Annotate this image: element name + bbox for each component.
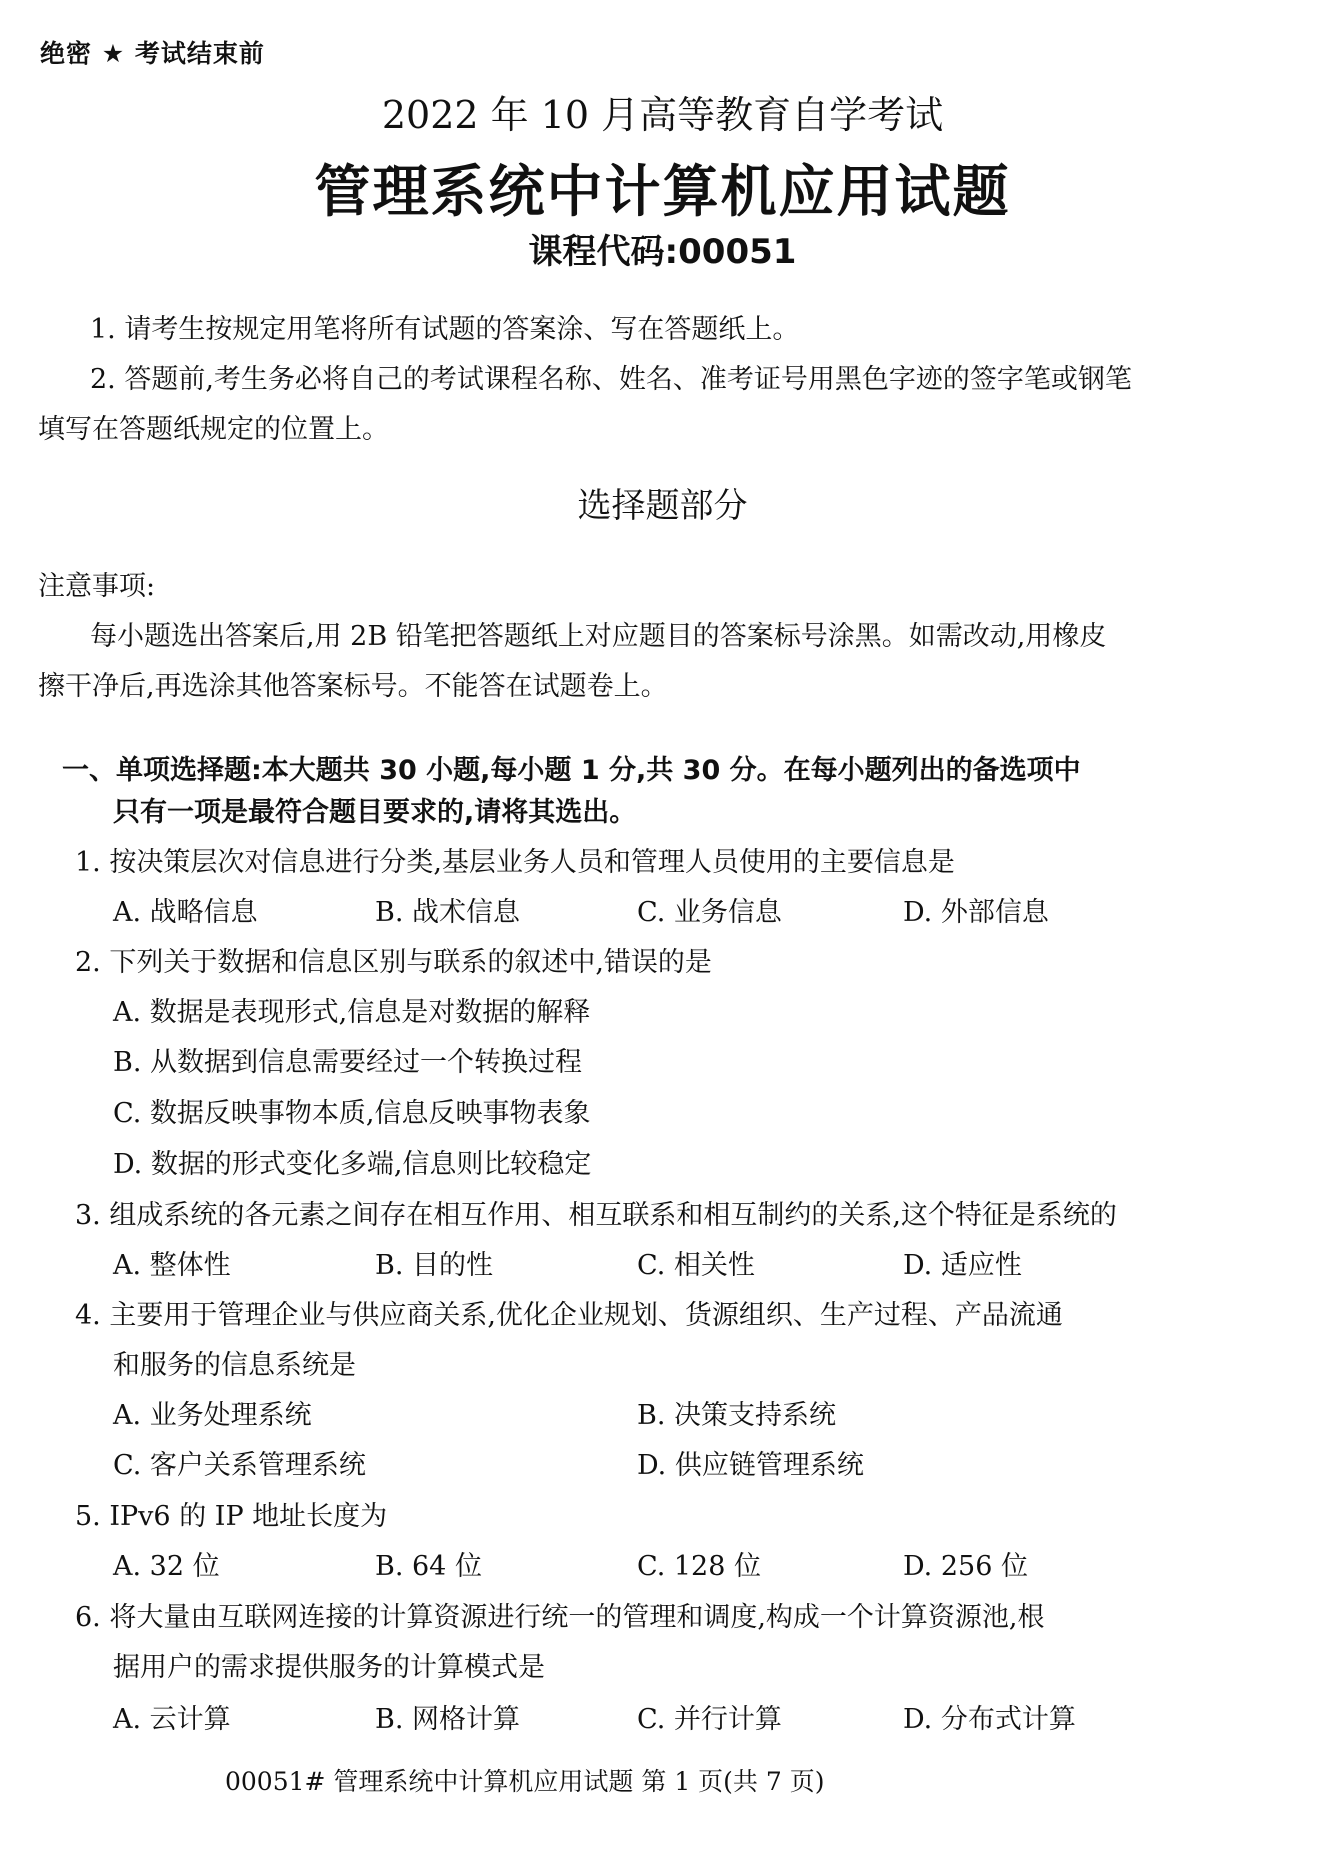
q2-option-a: A. 数据是表现形式,信息是对数据的解释: [113, 997, 591, 1028]
q1-option-d: D. 外部信息: [903, 897, 1049, 928]
part1-heading-line2: 只有一项是最符合题目要求的,请将其选出。: [113, 797, 637, 828]
q2-option-b: B. 从数据到信息需要经过一个转换过程: [113, 1047, 583, 1078]
q1-option-a: A. 战略信息: [113, 897, 258, 928]
question-5-stem: 5. IPv6 的 IP 地址长度为: [75, 1501, 388, 1532]
q6-option-c: C. 并行计算: [637, 1704, 782, 1735]
question-4-stem-line2: 和服务的信息系统是: [113, 1350, 356, 1381]
q6-option-a: A. 云计算: [113, 1704, 231, 1735]
q6-option-d: D. 分布式计算: [903, 1704, 1076, 1735]
q5-option-b: B. 64 位: [375, 1551, 482, 1582]
notice-line2: 擦干净后,再选涂其他答案标号。不能答在试题卷上。: [38, 671, 668, 702]
q3-option-b: B. 目的性: [375, 1250, 494, 1281]
question-6-stem-line1: 6. 将大量由互联网连接的计算资源进行统一的管理和调度,构成一个计算资源池,根: [75, 1602, 1045, 1633]
question-6-stem-line2: 据用户的需求提供服务的计算模式是: [113, 1652, 545, 1683]
q2-option-d: D. 数据的形式变化多端,信息则比较稳定: [113, 1149, 592, 1180]
exam-title: 2022 年 10 月高等教育自学考试: [381, 93, 944, 137]
instruction-2-line1: 2. 答题前,考生务必将自己的考试课程名称、姓名、准考证号用黑色字迹的签字笔或钢笔: [90, 364, 1132, 395]
question-2-stem: 2. 下列关于数据和信息区别与联系的叙述中,错误的是: [75, 947, 712, 978]
instruction-2-line2: 填写在答题纸规定的位置上。: [38, 414, 389, 445]
question-3-stem: 3. 组成系统的各元素之间存在相互作用、相互联系和相互制约的关系,这个特征是系统的: [75, 1200, 1117, 1231]
q4-option-a: A. 业务处理系统: [113, 1400, 312, 1431]
question-1-stem: 1. 按决策层次对信息进行分类,基层业务人员和管理人员使用的主要信息是: [75, 847, 955, 878]
course-code: 课程代码:00051: [528, 232, 797, 272]
q2-option-c: C. 数据反映事物本质,信息反映事物表象: [113, 1098, 591, 1129]
q5-option-d: D. 256 位: [903, 1551, 1028, 1582]
section-title: 选择题部分: [577, 486, 748, 526]
subject-title: 管理系统中计算机应用试题: [314, 160, 1011, 225]
q3-option-a: A. 整体性: [113, 1250, 231, 1281]
q3-option-d: D. 适应性: [903, 1250, 1022, 1281]
q5-option-a: A. 32 位: [113, 1551, 220, 1582]
q1-option-c: C. 业务信息: [637, 897, 782, 928]
page-footer: 00051# 管理系统中计算机应用试题 第 1 页(共 7 页): [225, 1767, 825, 1796]
q1-option-b: B. 战术信息: [375, 897, 521, 928]
q3-option-c: C. 相关性: [637, 1250, 755, 1281]
notice-line1: 每小题选出答案后,用 2B 铅笔把答题纸上对应题目的答案标号涂黑。如需改动,用橡皮: [90, 621, 1107, 652]
q4-option-c: C. 客户关系管理系统: [113, 1450, 366, 1481]
q4-option-d: D. 供应链管理系统: [637, 1450, 864, 1481]
q5-option-c: C. 128 位: [637, 1551, 761, 1582]
instruction-1: 1. 请考生按规定用笔将所有试题的答案涂、写在答题纸上。: [90, 314, 800, 345]
q6-option-b: B. 网格计算: [375, 1704, 521, 1735]
part1-heading-line1: 一、单项选择题:本大题共 30 小题,每小题 1 分,共 30 分。在每小题列出的备选项中: [62, 755, 1081, 786]
notice-label: 注意事项:: [38, 571, 156, 602]
question-4-stem-line1: 4. 主要用于管理企业与供应商关系,优化企业规划、货源组织、生产过程、产品流通: [75, 1300, 1063, 1331]
q4-option-b: B. 决策支持系统: [637, 1400, 837, 1431]
confidential-label: 绝密 ★ 考试结束前: [40, 39, 265, 68]
